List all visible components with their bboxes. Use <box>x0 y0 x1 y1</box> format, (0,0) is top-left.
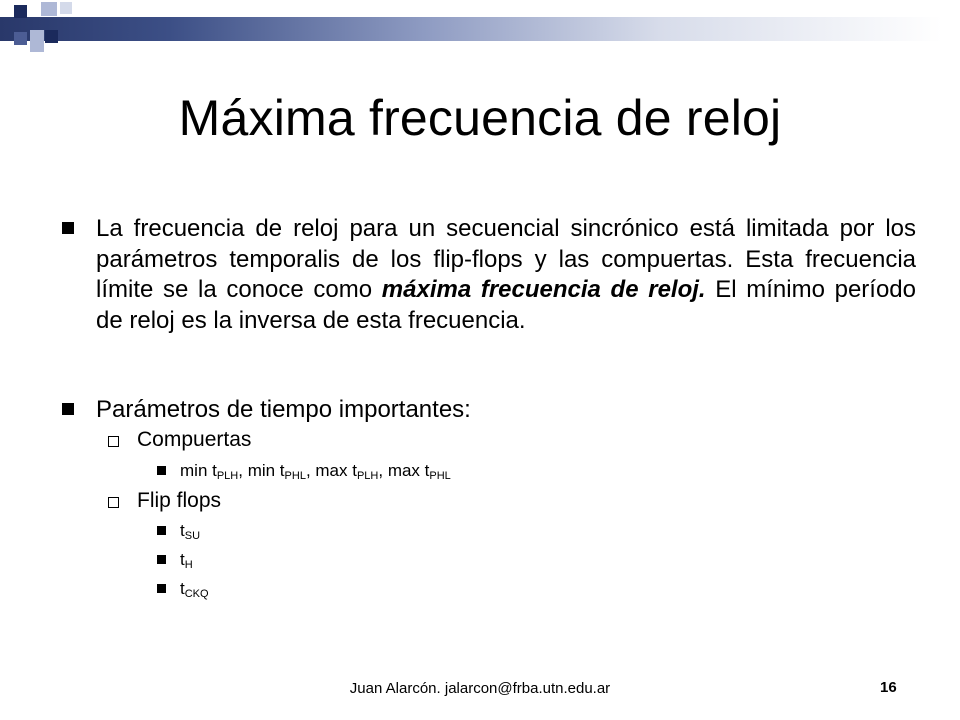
bullet-hollow-square <box>108 436 119 447</box>
bullet-small-square <box>157 466 166 475</box>
param-subscript: PHL <box>284 470 306 482</box>
compuertas-params <box>180 460 451 482</box>
flipflop-param-ckq <box>180 578 209 600</box>
header-square-dark-2 <box>45 30 58 43</box>
header-square-dark <box>14 5 27 18</box>
intro-text: La frecuencia de reloj para un secuencial sincrónico está limitada por los parámetros temporalis de los flip-flops y las compuertas. Esta frecuencia límite se la conoce como <box>96 215 916 303</box>
header-gradient-bar <box>0 17 942 41</box>
bullet-small-square <box>157 555 166 564</box>
section-heading: Parámetros de tiempo importantes: <box>96 396 471 423</box>
param-text: min t <box>180 461 217 480</box>
param-text: , max t <box>378 461 430 480</box>
footer-author: Juan Alarcón. jalarcon@frba.utn.edu.ar <box>349 680 611 697</box>
bullet-small-square <box>157 584 166 593</box>
bullet-hollow-square <box>108 497 119 508</box>
bullet-small-square <box>157 526 166 535</box>
slide-title: Máxima frecuencia de reloj <box>178 90 782 146</box>
param-text: , min t <box>238 461 285 480</box>
header-square-light-2 <box>30 30 44 52</box>
header-square-light <box>41 2 57 16</box>
param-subscript: CKQ <box>184 588 209 600</box>
param-text: t <box>180 579 185 598</box>
intro-paragraph <box>96 214 916 336</box>
header-square-mid <box>14 32 27 45</box>
param-subscript: SU <box>184 530 201 542</box>
param-text: , max t <box>305 461 357 480</box>
header-square-pale <box>60 2 72 14</box>
group-label-flip-flops: Flip flops <box>137 489 222 512</box>
intro-text-end: El mínimo período de reloj es la inversa de esta frecuencia. <box>96 276 917 334</box>
param-text: t <box>180 521 185 540</box>
page-number: 16 <box>880 679 897 696</box>
param-subscript: PLH <box>356 470 379 482</box>
group-label-compuertas: Compuertas <box>137 428 252 451</box>
param-subscript: PHL <box>429 470 451 482</box>
bullet-square <box>62 403 74 415</box>
param-subscript: H <box>184 559 193 571</box>
flipflop-param-su <box>180 520 200 542</box>
param-text: t <box>180 550 185 569</box>
intro-emphasis: máxima frecuencia de reloj. <box>381 276 706 303</box>
param-subscript: PLH <box>216 470 239 482</box>
bullet-square <box>62 222 74 234</box>
flipflop-param-h <box>180 549 193 571</box>
